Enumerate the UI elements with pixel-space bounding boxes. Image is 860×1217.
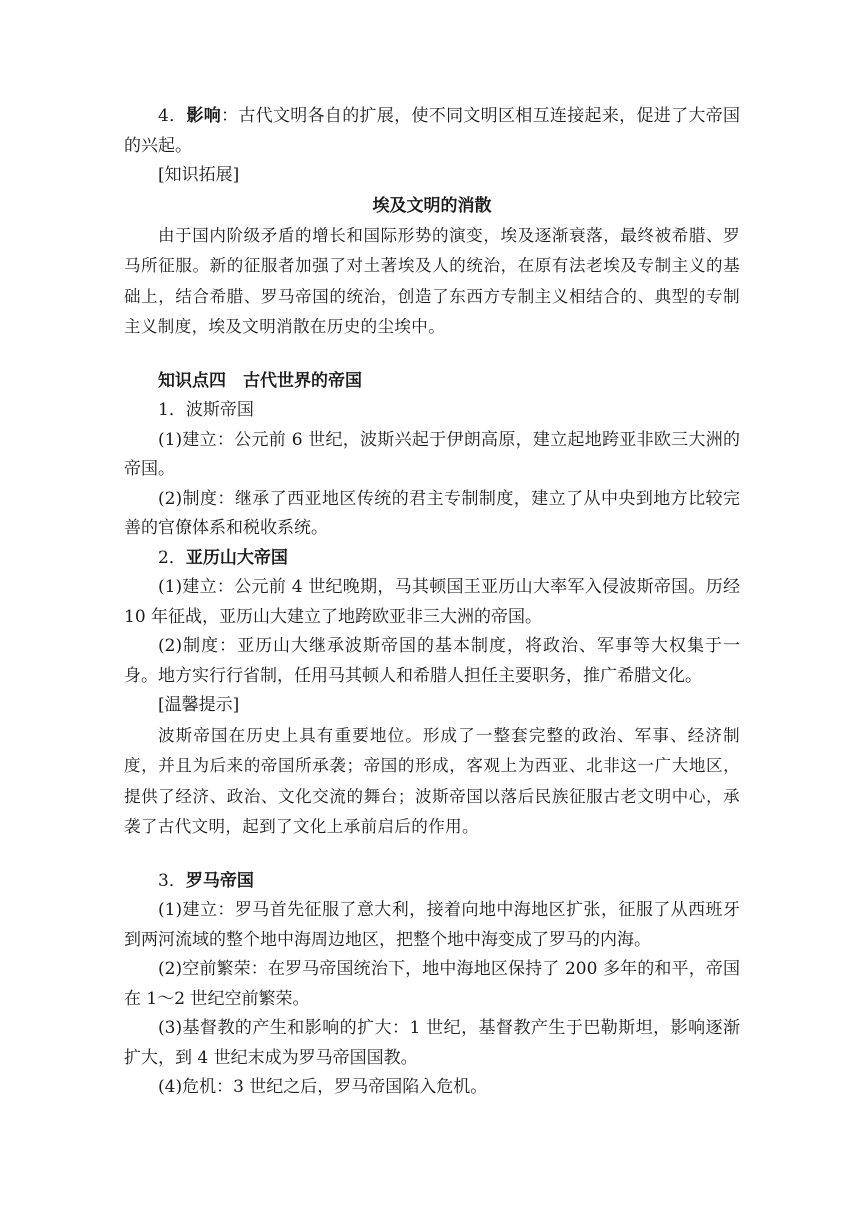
extension-label: [知识拓展] <box>158 165 240 185</box>
knowledge-point-4-title: 知识点四 古代世界的帝国 <box>158 370 362 391</box>
persia-heading: 1．波斯帝国 <box>158 400 254 420</box>
rome-crisis: (4)危机：3 世纪之后，罗马帝国陷入危机。 <box>158 1077 488 1097</box>
tip-label: [温馨提示] <box>158 695 240 715</box>
rome-heading-text: 罗马帝国 <box>185 870 254 891</box>
alexander-heading <box>124 544 740 574</box>
impact-text: ：古代文明各自的扩展，使不同文明区相互连接起来，促进了大帝国的兴起。 <box>124 106 741 156</box>
rome-christianity: (3)基督教的产生和影响的扩大：1 世纪，基督教产生于巴勒斯坦，影响逐渐扩大，到 4 世纪末成为罗马帝国国教。 <box>124 1018 740 1068</box>
alexander-system: (2)制度：亚历山大继承波斯帝国的基本制度，将政治、军事等大权集于一身。地方实行行省制，任用马其顿人和希腊人担任主要职务，推广希腊文化。 <box>124 636 740 686</box>
extension-text: 由于国内阶级矛盾的增长和国际形势的演变，埃及逐渐衰落，最终被希腊、罗马所征服。新的征服者加强了对土著埃及人的统治，在原有法老埃及专制主义的基础上，结合希腊、罗马帝国的统治，创造了东西方专制主义相结合的、典型的专制主义制度，埃及文明消散在历史的尘埃中。 <box>124 225 740 336</box>
impact-label: 影响 <box>186 106 222 126</box>
rome-prosperity: (2)空前繁荣：在罗马帝国统治下，地中海地区保持了 200 多年的和平，帝国在 1～2 世纪空前繁荣。 <box>124 959 740 1009</box>
extension-title: 埃及文明的消散 <box>372 195 492 216</box>
spacer <box>124 343 740 367</box>
rome-heading <box>124 867 740 897</box>
alexander-heading-text: 亚历山大帝国 <box>185 547 288 568</box>
impact-paragraph <box>124 102 740 161</box>
impact-number: 4． <box>158 106 187 126</box>
rome-establishment: (1)建立：罗马首先征服了意大利，接着向地中海地区扩张，征服了从西班牙到两河流域的整个地中海周边地区，把整个地中海变成了罗马的内海。 <box>124 900 740 950</box>
document-page <box>124 102 740 1103</box>
tip-text: 波斯帝国在历史上具有重要地位。形成了一整套完整的政治、军事、经济制度，并且为后来的帝国所承袭；帝国的形成，客观上为西亚、北非这一广大地区，提供了经济、政治、文化交流的舞台；波斯帝国以落后民族征服古老文明中心，承袭了古代文明，起到了文化上承前启后的作用。 <box>124 725 740 836</box>
persia-system: (2)制度：继承了西亚地区传统的君主专制制度，建立了从中央到地方比较完善的官僚体系和税收系统。 <box>124 488 740 538</box>
alexander-establishment: (1)建立：公元前 4 世纪晚期，马其顿国王亚历山大率军入侵波斯帝国。历经 10 年征战，亚历山大建立了地跨欧亚非三大洲的帝国。 <box>124 577 740 627</box>
spacer <box>124 843 740 867</box>
rome-number: 3． <box>158 870 186 891</box>
persia-establishment: (1)建立：公元前 6 世纪，波斯兴起于伊朗高原，建立起地跨亚非欧三大洲的帝国。 <box>124 429 740 479</box>
alexander-number: 2． <box>158 547 186 568</box>
